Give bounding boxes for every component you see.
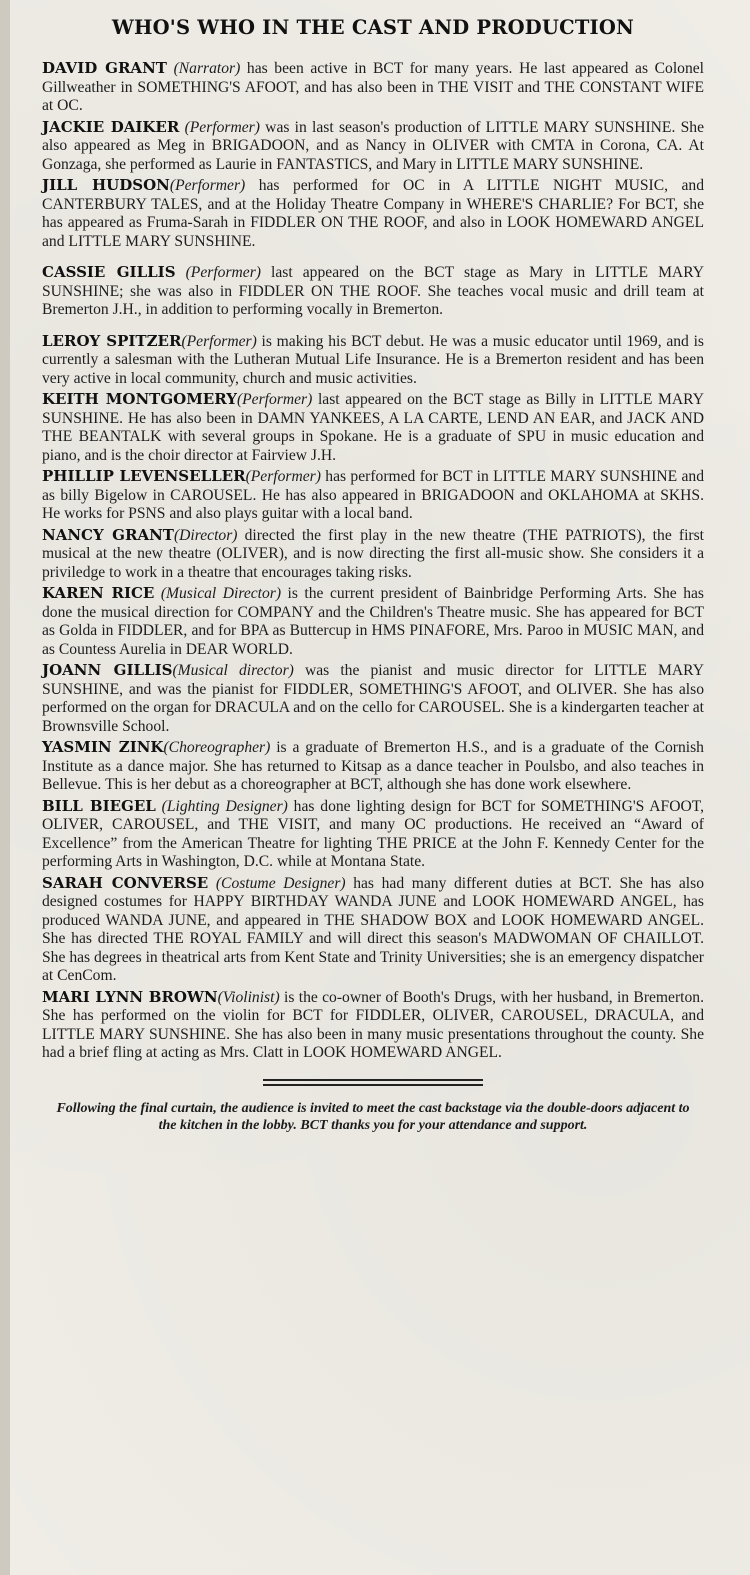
bio-phillip-levenseller <box>42 467 704 524</box>
bio-list <box>42 59 704 1063</box>
bio-name: YASMIN ZINK <box>42 738 164 756</box>
rule-line <box>263 1079 483 1081</box>
bio-name: PHILLIP LEVENSELLER <box>42 467 246 485</box>
bio-role: (Performer) <box>236 391 313 408</box>
bio-text: was in last season's production of LITTLE MARY SUNSHINE. She also appeared as Meg in BRIGADOON, and as Nancy in OLIVER with CMTA in Corona, CA. At Gonzaga, she performed as Laurie in FANTASTICS, and Mary in LITTLE MARY SUNSHINE. <box>42 118 704 173</box>
bio-text: is the current president of Bainbridge Performing Arts. She has done the musical direction for COMPANY and the Children's Theatre music. She has appeared for BCT as Golda in FIDDLER, and for BPA as Buttercup in HMS PINAFORE, Mrs. Paroo in MUSIC MAN, and as Countess Aurelia in DEAR WORLD. <box>42 585 704 658</box>
bio-bill-biegel <box>42 797 704 872</box>
bio-role: (Musical director) <box>172 662 294 679</box>
bio-name: JACKIE DAIKER <box>42 117 180 136</box>
bio-name: NANCY GRANT <box>42 525 174 544</box>
bio-text: was the pianist and music director for LITTLE MARY SUNSHINE, and was the pianist for FIDDLER, SOMETHING'S AFOOT, and OLIVER. She has also performed on the organ for DRACULA and on the cello for CAROUSEL. She is a kindergarten teacher at Brownsville School. <box>42 662 704 735</box>
bio-role: (Performer) <box>181 332 257 350</box>
bio-david-grant <box>42 59 704 116</box>
bio-role: (Choreographer) <box>163 739 271 756</box>
bio-mari-lynn-brown <box>42 988 704 1063</box>
bio-role: (Violinist) <box>217 988 280 1006</box>
double-rule-divider <box>263 1079 483 1086</box>
bio-name: KAREN RICE <box>42 584 155 602</box>
bio-name: SARAH CONVERSE <box>42 873 209 892</box>
bio-role: (Musical Director) <box>160 585 282 602</box>
bio-role: (Narrator) <box>173 60 241 77</box>
bio-role: (Director) <box>173 526 238 544</box>
bio-keith-montgomery <box>42 390 704 465</box>
bio-text: has done lighting design for BCT for SOMETHING'S AFOOT, OLIVER, CAROUSEL, and THE VISIT, and many OC productions. He received an “Award of Excellence” from the American Theatre for lighting THE PRICE at the John F. Kennedy Center for the performing Arts in Washington, D.C. while at Montana State. <box>42 797 705 870</box>
bio-role: (Performer) <box>185 264 261 281</box>
bio-text: is making his BCT debut. He was a music educator until 1969, and is currently a salesman with the Lutheran Mutual Life Insurance. He is a Bremerton resident and has been very active in local community, church and music activities. <box>42 332 704 387</box>
bio-text: is a graduate of Bremerton H.S., and is a graduate of the Cornish Institute as a dance major. She has returned to Kitsap as a dance teacher in Poulsbo, and also teaches in Bellevue. This is her debut as a choreographer at BCT, although she has done work elsewhere. <box>42 739 704 793</box>
bio-role: (Performer) <box>184 118 260 136</box>
bio-nancy-grant <box>42 526 704 583</box>
bio-jackie-daiker <box>42 118 704 175</box>
bio-name: LEROY SPITZER <box>42 331 182 350</box>
bio-cassie-gillis <box>42 263 704 320</box>
bio-role: (Costume Designer) <box>215 874 346 892</box>
bio-text: has had many different duties at BCT. She has also designed costumes for HAPPY BIRTHDAY WANDA JUNE and LOOK HOMEWARD ANGEL, has produced WANDA JUNE, and appeared in THE SHADOW BOX and LOOK HOMEWARD ANGEL. She has directed THE ROYAL FAMILY and will direct this season's MADWOMAN OF CHAILLOT. She has degrees in theatrical arts from Kent State and Trinity Universities; she is an emergency dispatcher at CenCom. <box>42 874 704 984</box>
page-title: WHO'S WHO IN THE CAST AND PRODUCTION <box>111 16 635 39</box>
bio-name: JOANN GILLIS <box>42 661 173 679</box>
bio-text: has performed for OC in A LITTLE NIGHT MUSIC, and CANTERBURY TALES, and at the Holiday Theatre Company in WHERE'S CHARLIE? For BCT, she has appeared as Fruma-Sarah in FIDDLER ON THE ROOF, and also in LOOK HOMEWARD ANGEL and LITTLE MARY SUNSHINE. <box>42 177 704 250</box>
bio-text: has performed for BCT in LITTLE MARY SUNSHINE and as billy Bigelow in CAROUSEL. He has also appeared in BRIGADOON and OKLAHOMA at SKHS. He works for PSNS and also plays guitar with a local band. <box>42 468 704 522</box>
bio-karen-rice <box>42 584 704 659</box>
bio-role: (Performer) <box>169 177 246 194</box>
bio-name: MARI LYNN BROWN <box>42 987 218 1006</box>
bio-role: (Performer) <box>245 468 321 485</box>
closing-note: Following the final curtain, the audience is invited to meet the cast backstage via the double-doors adjacent to the kitchen in the lobby. BCT thanks you for your attendance and support. <box>56 1100 690 1133</box>
bio-text: last appeared on the BCT stage as Mary in LITTLE MARY SUNSHINE; she was also in FIDDLER ON THE ROOF. She teaches vocal music and drill team at Bremerton J.H., in addition to performing vocally in Bremerton. <box>42 264 704 318</box>
bio-text: has been active in BCT for many years. He last appeared as Colonel Gillweather in SOMETHING'S AFOOT, and has also been in THE VISIT and THE CONSTANT WIFE at OC. <box>42 60 705 114</box>
bio-name: BILL BIEGEL <box>42 796 156 815</box>
bio-text: is the co-owner of Booth's Drugs, with her husband, in Bremerton. She has performed on the violin for BCT for FIDDLER, OLIVER, CAROUSEL, DRACULA, and LITTLE MARY SUNSHINE. She has also been in many music presentations throughout the county. She had a brief fling at acting as Mrs. Clatt in LOOK HOMEWARD ANGEL. <box>42 988 704 1061</box>
rule-line <box>263 1084 483 1086</box>
bio-yasmin-zink <box>42 738 704 795</box>
bio-name: CASSIE GILLIS <box>42 263 176 281</box>
bio-name: JILL HUDSON <box>42 176 170 194</box>
bio-joann-gillis <box>42 661 704 736</box>
bio-text: directed the first play in the new theatre (THE PATRIOTS), the first musical at the new theatre (OLIVER), and is now directing the first all-music show. She considers it a priviledge to work in a theatre that encourages taking risks. <box>42 526 704 581</box>
bio-name: DAVID GRANT <box>42 59 167 77</box>
bio-sarah-converse <box>42 874 704 986</box>
bio-jill-hudson <box>42 176 704 251</box>
bio-name: KEITH MONTGOMERY <box>42 390 237 408</box>
bio-role: (Lighting Designer) <box>161 797 288 815</box>
bio-leroy-spitzer <box>42 332 704 389</box>
bio-text: last appeared on the BCT stage as Billy in LITTLE MARY SUNSHINE. He has also been in DAMN YANKEES, A LA CARTE, LEND AN EAR, and JACK AND THE BEANTALK with several groups in Spokane. He is a graduate of SPU in music education and piano, and is the choir director at Fairview J.H. <box>42 391 704 464</box>
